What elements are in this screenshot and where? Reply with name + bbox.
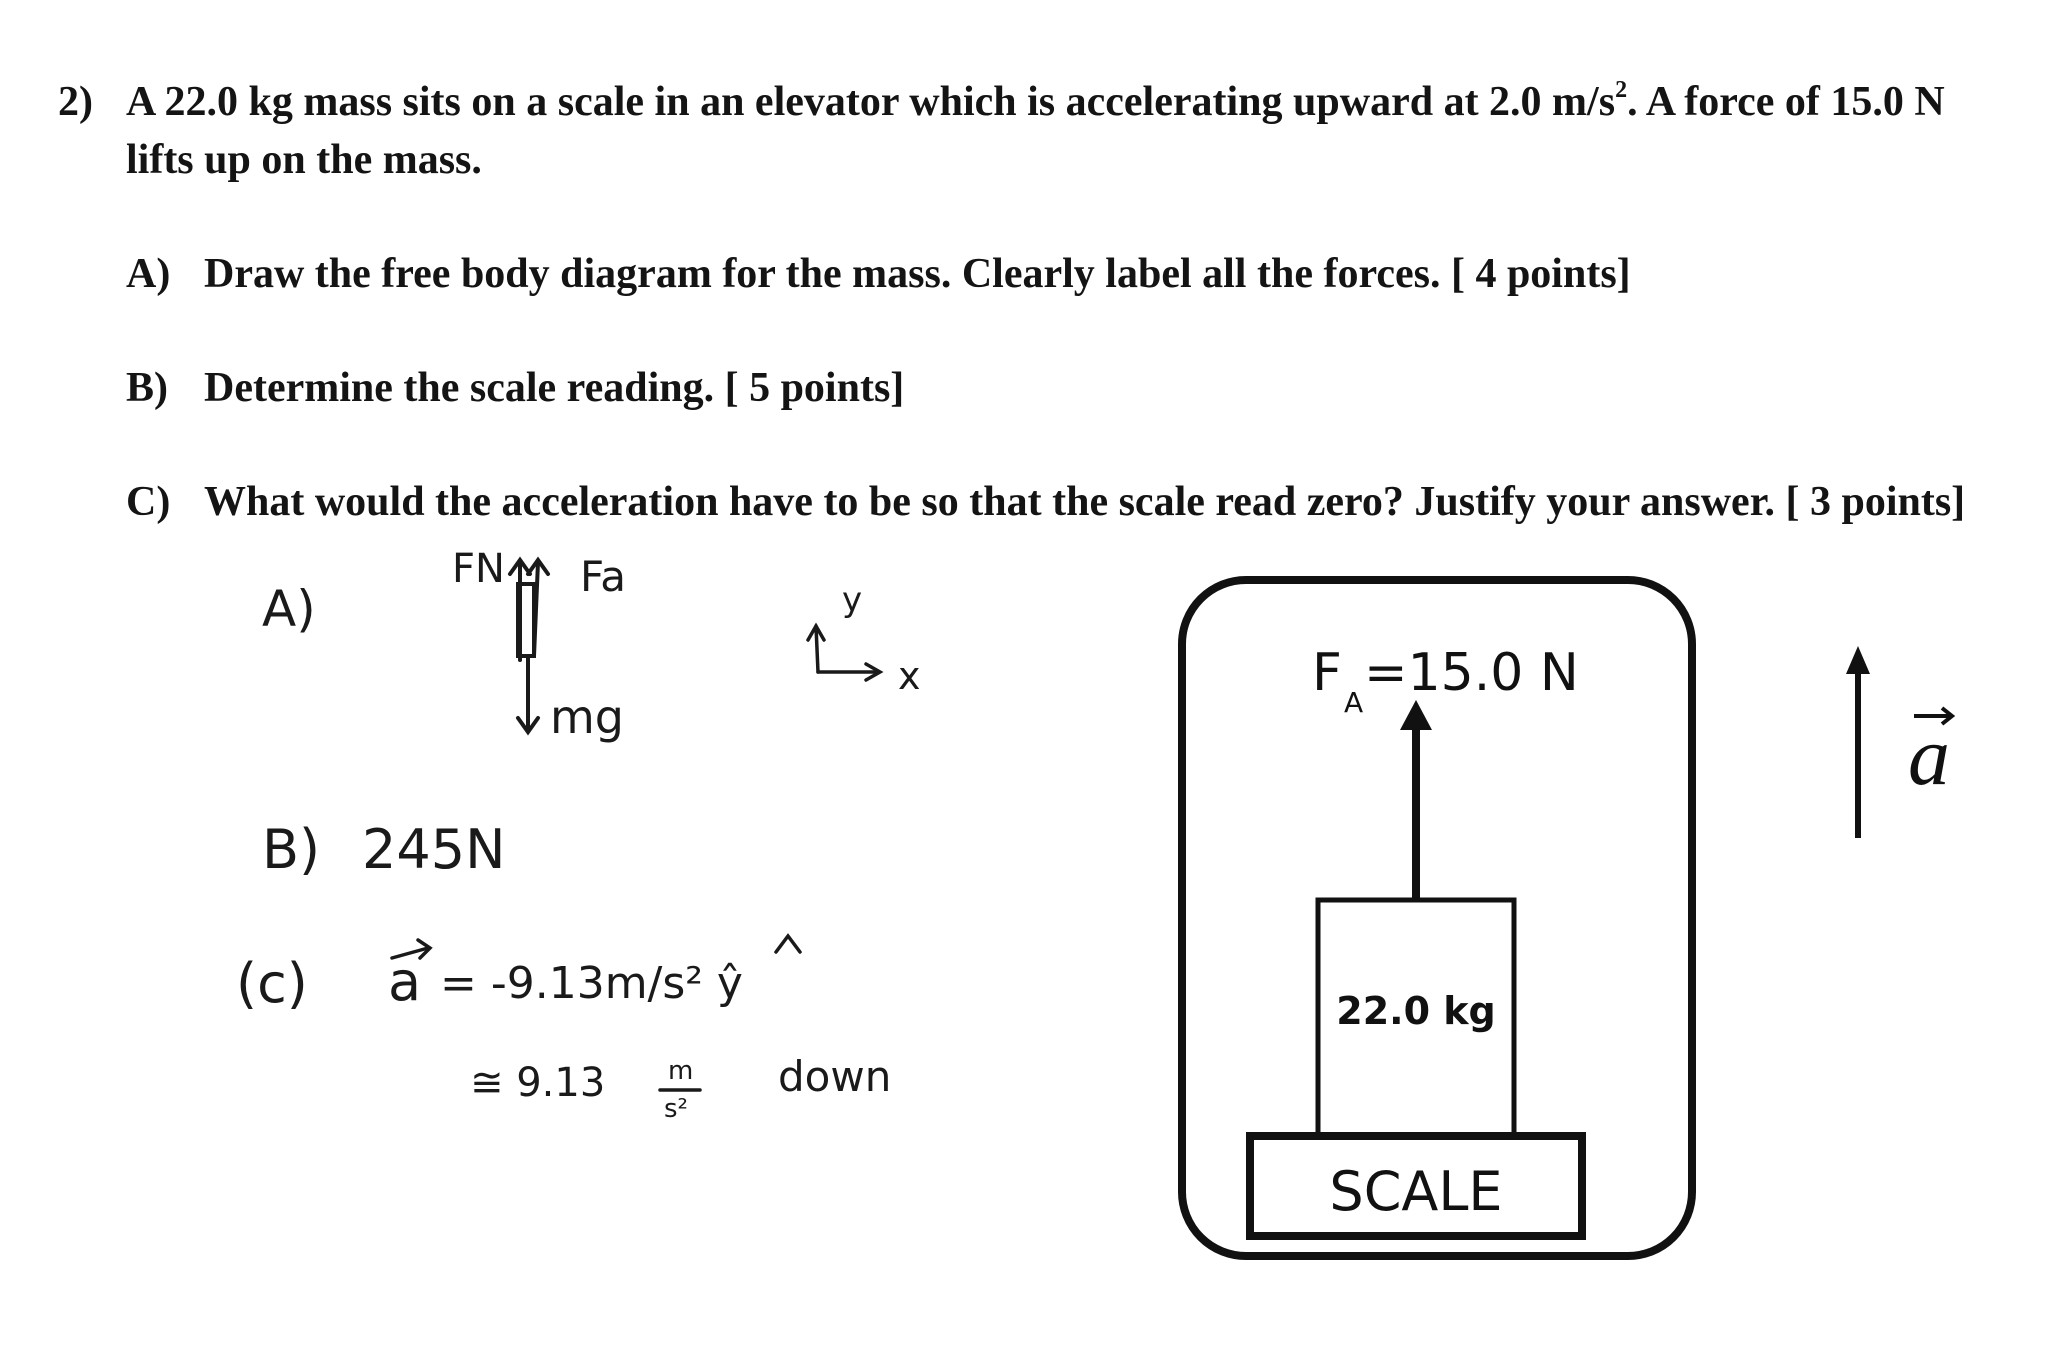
elevator-figure (1182, 580, 1952, 1256)
fbd-applied-arrow-shaft (534, 562, 538, 656)
part-b-label: B) (126, 365, 168, 411)
answer-b-label: B) (262, 818, 321, 881)
question-stem-line2: lifts up on the mass. (126, 137, 482, 183)
answer-c-approx: ≅ 9.13 (470, 1060, 606, 1106)
unit-vector-hat (776, 936, 800, 952)
part-c-text: What would the acceleration have to be so that the scale read zero? Justify your answer. [ 3 points] (204, 479, 1966, 525)
scale-label: SCALE (1329, 1160, 1503, 1223)
applied-force-arrowhead (1400, 700, 1432, 730)
axis-x-label: x (898, 654, 921, 698)
answer-c-unit-num: m (668, 1056, 694, 1086)
stem-text-post: . A force of 15.0 N (1627, 79, 1945, 125)
answer-c-label: (c) (236, 952, 308, 1015)
fbd-arrows (510, 560, 548, 732)
part-c-label: C) (126, 479, 171, 525)
force-label: F (1312, 643, 1342, 703)
acceleration-arrowhead (1846, 646, 1870, 674)
answer-c-marks (392, 936, 800, 1090)
answer-c-vector: a (388, 950, 422, 1013)
force-value: =15.0 N (1364, 643, 1579, 703)
axis-y-label: y (842, 580, 863, 620)
axis-y-line (816, 626, 818, 672)
answer-a-label: A) (262, 580, 316, 638)
answer-c-unit-den: s² (664, 1094, 688, 1124)
stem-exponent: 2 (1615, 77, 1628, 103)
fbd-normal-force-label: FN (452, 546, 505, 592)
force-subscript: A (1344, 686, 1364, 719)
part-a-label: A) (126, 251, 171, 297)
part-a-text: Draw the free body diagram for the mass. Clearly label all the forces. [ 4 points] (204, 251, 1631, 297)
mass-label: 22.0 kg (1336, 989, 1496, 1033)
answer-b-value: 245N (362, 818, 506, 881)
fbd-weight-label: mg (550, 690, 625, 744)
answer-c-equation: = -9.13m/s² ŷ (440, 958, 743, 1009)
answer-c-direction: down (778, 1052, 892, 1101)
part-b-text: Determine the scale reading. [ 5 points] (204, 365, 905, 411)
question-number: 2) (58, 79, 93, 125)
stem-text-pre: A 22.0 kg mass sits on a scale in an elevator which is accelerating upward at 2.0 m/s (126, 79, 1616, 125)
axes-sketch (808, 626, 880, 680)
acceleration-symbol: a (1908, 710, 1950, 803)
fbd-applied-force-label: Fa (580, 552, 627, 601)
